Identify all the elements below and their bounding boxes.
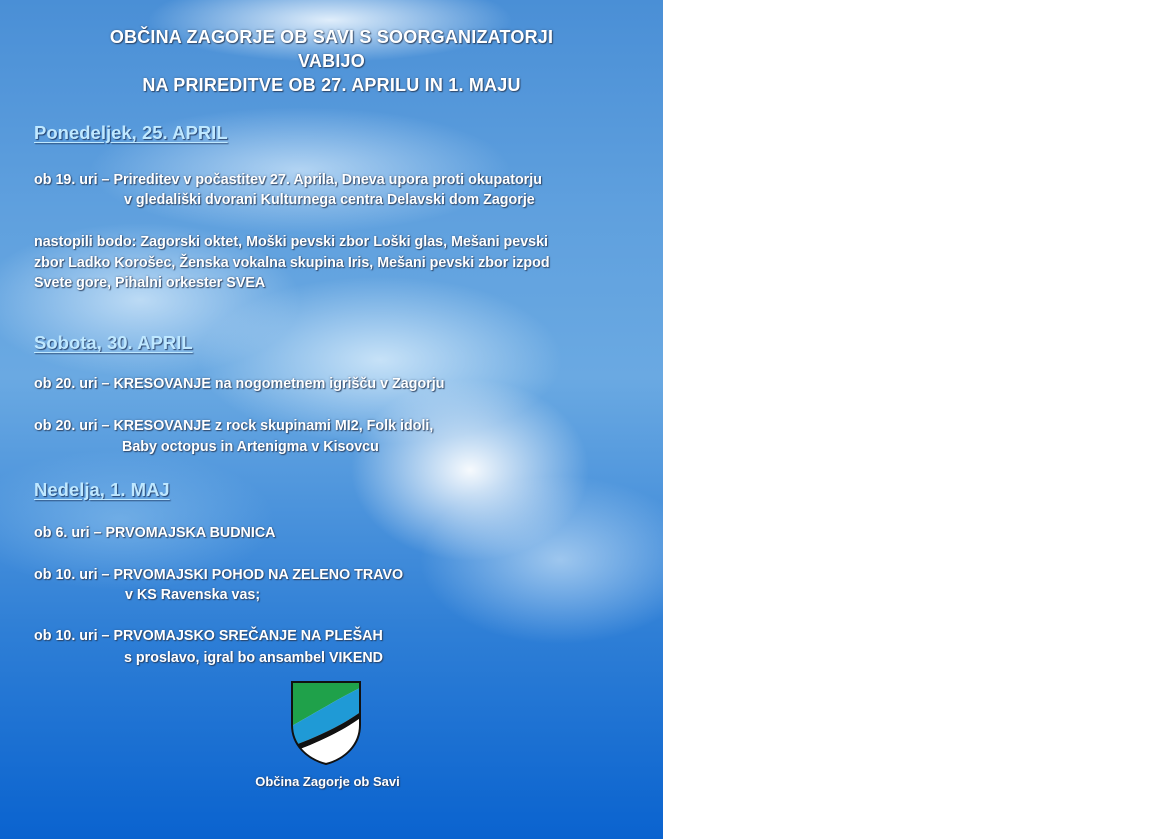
event-saturday-2 bbox=[34, 418, 433, 434]
day-heading-sunday: Nedelja, 1. MAJ bbox=[34, 479, 170, 500]
event-title: KRESOVANJE z rock skupinami MI2, Folk idoli, bbox=[113, 418, 434, 434]
event-time: ob 10. uri – bbox=[34, 567, 110, 583]
event-saturday-2-details: Baby octopus in Artenigma v Kisovcu bbox=[122, 439, 379, 455]
event-saturday-1 bbox=[34, 376, 444, 392]
performers-line-3: Svete gore, Pihalni orkester SVEA bbox=[34, 275, 266, 291]
event-time: ob 6. uri – bbox=[34, 525, 102, 541]
event-sunday-2-location: v KS Ravenska vas; bbox=[125, 587, 261, 603]
event-title: Prireditev v počastitev 27. Aprila, Dneva upora proti okupatorju bbox=[113, 172, 542, 188]
event-time: ob 10. uri – bbox=[34, 628, 110, 644]
event-time: ob 19. uri – bbox=[34, 172, 110, 188]
event-sunday-3 bbox=[34, 628, 383, 644]
event-monday-1-location: v gledališki dvorani Kulturnega centra Delavski dom Zagorje bbox=[124, 192, 535, 208]
poster-title-line-3: NA PRIREDITVE OB 27. APRILU IN 1. MAJU bbox=[142, 75, 521, 95]
logo-caption: Občina Zagorje ob Savi bbox=[255, 774, 400, 789]
performers-line-2: zbor Ladko Korošec, Ženska vokalna skupina Iris, Mešani pevski zbor izpod bbox=[34, 255, 550, 271]
poster-title-line-2: VABIJO bbox=[298, 51, 365, 71]
event-sunday-1 bbox=[34, 525, 276, 541]
event-title: PRVOMAJSKA BUDNICA bbox=[105, 525, 276, 541]
poster-title-line-1: OBČINA ZAGORJE OB SAVI S SOORGANIZATORJI bbox=[109, 27, 554, 47]
event-title: KRESOVANJE na nogometnem igrišču v Zagorju bbox=[113, 376, 445, 392]
event-monday-1 bbox=[34, 172, 542, 188]
performers-line-1: nastopili bodo: Zagorski oktet, Moški pevski zbor Loški glas, Mešani pevski bbox=[34, 234, 549, 250]
event-sunday-3-details: s proslavo, igral bo ansambel VIKEND bbox=[124, 650, 384, 666]
event-time: ob 20. uri – bbox=[34, 376, 110, 392]
day-heading-monday: Ponedeljek, 25. APRIL bbox=[34, 122, 228, 143]
day-heading-saturday: Sobota, 30. APRIL bbox=[34, 332, 193, 353]
municipality-coat-of-arms-icon bbox=[290, 681, 362, 765]
event-title: PRVOMAJSKI POHOD NA ZELENO TRAVO bbox=[113, 567, 404, 583]
event-time: ob 20. uri – bbox=[34, 418, 110, 434]
event-title: PRVOMAJSKO SREČANJE NA PLEŠAH bbox=[113, 628, 383, 644]
event-sunday-2 bbox=[34, 567, 403, 583]
